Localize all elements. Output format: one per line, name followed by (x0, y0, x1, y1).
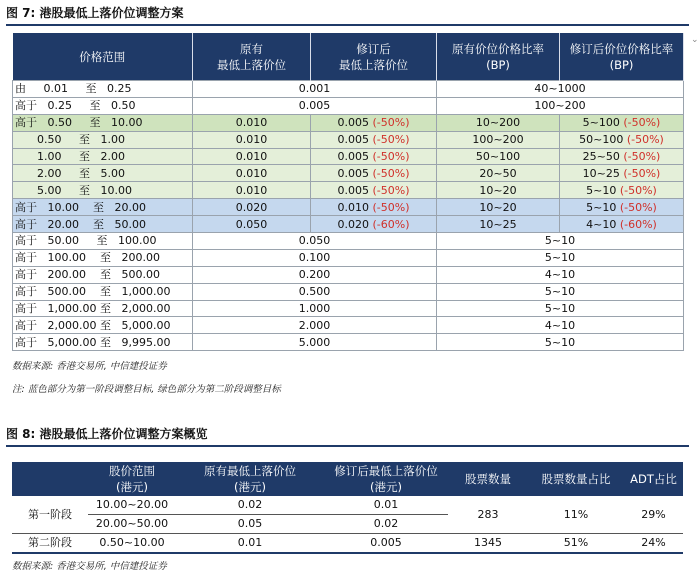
new-bp-value: 5~10 (586, 200, 620, 214)
overview-table-body (12, 496, 683, 553)
new-tick-cell (311, 182, 437, 199)
table-row (13, 199, 684, 216)
price-range-cell (13, 199, 193, 216)
new-bp-change: (-50%) (626, 133, 664, 147)
tick-size-cell: 1.000 (193, 300, 437, 317)
price-range-cell (13, 266, 193, 283)
overview-header-2: 原有最低上落价位 (港元) (176, 462, 324, 496)
stock-price-range-cell: 0.50~10.00 (88, 534, 176, 554)
stock-price-range-cell: 10.00~20.00 (88, 496, 176, 515)
old-bp-cell: 50~100 (437, 148, 560, 165)
price-range-text: 0.50 至 1.00 (37, 133, 125, 147)
table-row (13, 97, 684, 114)
new-bp-cell (560, 148, 684, 165)
stock-count-cell: 283 (448, 496, 528, 534)
old-bp-cell: 10~200 (437, 114, 560, 131)
stock-price-range-cell: 20.00~50.00 (88, 515, 176, 534)
new-tick-cell (311, 148, 437, 165)
tick-size-cell: 0.100 (193, 249, 437, 266)
bp-ratio-cell: 4~10 (437, 317, 684, 334)
bp-ratio-cell: 100~200 (437, 97, 684, 114)
table-row (13, 249, 684, 266)
tick-size-table-body (13, 81, 684, 351)
table-header-row (13, 33, 684, 81)
new-bp-change: (-50%) (623, 166, 661, 180)
tick-size-table (12, 33, 684, 351)
bp-ratio-cell: 5~10 (437, 334, 684, 351)
collapse-icon: ⌄ (691, 35, 699, 45)
new-bp-value: 10~25 (582, 166, 624, 180)
header-old-bp: 原有价位价格比率 (BP) (437, 33, 560, 81)
new-tick-cell (311, 216, 437, 233)
bp-ratio-cell: 40~1000 (437, 81, 684, 98)
price-range-cell (13, 182, 193, 199)
old-tick-cell: 0.010 (193, 165, 311, 182)
new-bp-change: (-50%) (619, 183, 657, 197)
new-tick-value: 0.005 (337, 133, 373, 147)
figure-8-title: 图 8: 港股最低上落价位调整方案概览 (6, 427, 208, 441)
overview-table (12, 462, 683, 554)
old-tick-cell: 0.010 (193, 114, 311, 131)
table-row (13, 334, 684, 351)
bp-ratio-cell: 4~10 (437, 266, 684, 283)
tick-size-cell: 0.001 (193, 81, 437, 98)
new-bp-value: 5~100 (582, 116, 624, 130)
new-bp-cell (560, 131, 684, 148)
old-tick-cell: 0.010 (193, 148, 311, 165)
table-row (13, 317, 684, 334)
table-row (13, 216, 684, 233)
overview-header-3: 修订后最低上落价位 (港元) (324, 462, 448, 496)
new-tick-value: 0.020 (337, 217, 373, 231)
price-range-cell (13, 97, 193, 114)
header-new-bp: 修订后价位价格比率 (BP) (560, 33, 684, 81)
price-range-cell (13, 131, 193, 148)
new-bp-cell (560, 114, 684, 131)
overview-header-5: 股票数量占比 (528, 462, 624, 496)
new-tick-change: (-50%) (372, 183, 410, 197)
new-bp-value: 50~100 (579, 133, 627, 147)
price-range-cell (13, 283, 193, 300)
old-tick-cell: 0.010 (193, 131, 311, 148)
table-row (13, 300, 684, 317)
figure-7-rule (6, 24, 689, 26)
overview-header-6: ADT占比 (624, 462, 683, 496)
old-bp-cell: 20~50 (437, 165, 560, 182)
new-tick-change: (-60%) (372, 217, 410, 231)
price-range-text: 高于 0.25 至 0.50 (15, 99, 136, 113)
table-row (13, 114, 684, 131)
price-range-text: 高于 50.00 至 100.00 (15, 234, 157, 248)
old-bp-cell: 10~25 (437, 216, 560, 233)
price-range-cell (13, 317, 193, 334)
price-range-cell (13, 148, 193, 165)
new-bp-value: 4~10 (586, 217, 620, 231)
new-bp-cell (560, 165, 684, 182)
bp-ratio-cell: 5~10 (437, 249, 684, 266)
new-bp-value: 5~10 (586, 183, 620, 197)
new-bp-cell (560, 216, 684, 233)
new-tick-change: (-50%) (372, 150, 410, 163)
new-tick-change: (-50%) (372, 116, 410, 130)
table-row (13, 182, 684, 199)
tick-size-cell: 0.050 (193, 233, 437, 250)
old-bp-cell: 10~20 (437, 182, 560, 199)
new-tick-cell (311, 165, 437, 182)
new-tick-change: (-50%) (372, 200, 410, 214)
new-tick-value: 0.010 (337, 200, 373, 214)
new-tick-cell: 0.02 (324, 515, 448, 534)
old-bp-cell: 100~200 (437, 131, 560, 148)
bp-ratio-cell: 5~10 (437, 233, 684, 250)
tick-size-cell: 2.000 (193, 317, 437, 334)
stock-count-cell: 1345 (448, 534, 528, 554)
price-range-cell (13, 233, 193, 250)
new-tick-cell (311, 199, 437, 216)
overview-header-4: 股票数量 (448, 462, 528, 496)
price-range-text: 高于 2,000.00 至 5,000.00 (15, 318, 171, 332)
stage-name-cell: 第一阶段 (12, 496, 88, 534)
table-row (13, 266, 684, 283)
price-range-text: 5.00 至 10.00 (37, 183, 132, 197)
new-bp-cell (560, 182, 684, 199)
price-range-text: 高于 10.00 至 20.00 (15, 200, 146, 214)
new-tick-change: (-50%) (372, 133, 410, 147)
table-row (13, 233, 684, 250)
old-tick-cell: 0.01 (176, 534, 324, 554)
new-tick-value: 0.005 (337, 150, 373, 163)
table-row (13, 131, 684, 148)
bp-ratio-cell: 5~10 (437, 300, 684, 317)
new-bp-change: (-50%) (623, 150, 661, 163)
new-tick-cell: 0.01 (324, 496, 448, 515)
old-tick-cell: 0.050 (193, 216, 311, 233)
old-tick-cell: 0.010 (193, 182, 311, 199)
old-tick-cell: 0.020 (193, 199, 311, 216)
price-range-cell (13, 249, 193, 266)
figure-7-note: 注: 蓝色部分为第一阶段调整目标, 绿色部分为第二阶段调整目标 (12, 384, 281, 395)
price-range-cell (13, 114, 193, 131)
price-range-text: 高于 20.00 至 50.00 (15, 217, 146, 231)
tick-size-cell: 5.000 (193, 334, 437, 351)
price-range-text: 由 0.01 至 0.25 (15, 82, 132, 96)
old-bp-cell: 10~20 (437, 199, 560, 216)
bp-ratio-cell: 5~10 (437, 283, 684, 300)
stock-count-pct-cell: 11% (528, 496, 624, 534)
figure-7-title: 图 7: 港股最低上落价位调整方案 (6, 6, 184, 20)
header-price-range: 价格范围 (13, 33, 193, 81)
overview-header-row (12, 462, 683, 496)
adt-pct-cell: 24% (624, 534, 683, 554)
table-row (13, 165, 684, 182)
new-tick-value: 0.005 (337, 166, 373, 180)
figure-8-source: 数据来源: 香港交易所, 中信建投证券 (12, 561, 167, 572)
tick-size-cell: 0.200 (193, 266, 437, 283)
new-tick-change: (-50%) (372, 166, 410, 180)
price-range-text: 高于 200.00 至 500.00 (15, 268, 160, 282)
new-bp-cell (560, 199, 684, 216)
new-tick-value: 0.005 (337, 183, 373, 197)
new-tick-cell (311, 131, 437, 148)
new-tick-cell: 0.005 (324, 534, 448, 554)
table-row (13, 148, 684, 165)
price-range-cell (13, 300, 193, 317)
price-range-cell (13, 216, 193, 233)
table-row (13, 283, 684, 300)
overview-row (12, 496, 683, 515)
price-range-cell (13, 165, 193, 182)
figure-8-rule (6, 445, 689, 447)
price-range-text: 2.00 至 5.00 (37, 166, 125, 180)
price-range-text: 高于 1,000.00 至 2,000.00 (15, 302, 171, 316)
new-tick-cell (311, 114, 437, 131)
header-new-tick: 修订后 最低上落价位 (311, 33, 437, 81)
new-tick-value: 0.005 (337, 116, 373, 130)
adt-pct-cell: 29% (624, 496, 683, 534)
new-bp-value: 25~50 (582, 150, 624, 163)
table-row (13, 81, 684, 98)
old-tick-cell: 0.05 (176, 515, 324, 534)
overview-row (12, 534, 683, 554)
figure-7-source: 数据来源: 香港交易所, 中信建投证券 (12, 361, 167, 372)
price-range-text: 高于 500.00 至 1,000.00 (15, 285, 171, 299)
price-range-text: 高于 0.50 至 10.00 (15, 116, 143, 130)
overview-header-1: 股价范围 (港元) (88, 462, 176, 496)
scrollbar[interactable] (691, 35, 697, 345)
new-bp-change: (-50%) (619, 200, 657, 214)
stage-name-cell: 第二阶段 (12, 534, 88, 554)
price-range-text: 1.00 至 2.00 (37, 150, 125, 163)
stock-count-pct-cell: 51% (528, 534, 624, 554)
price-range-cell (13, 334, 193, 351)
price-range-text: 高于 5,000.00 至 9,995.00 (15, 335, 171, 349)
new-bp-change: (-50%) (623, 116, 661, 130)
header-old-tick: 原有 最低上落价位 (193, 33, 311, 81)
overview-header-0 (12, 462, 88, 496)
price-range-text: 高于 100.00 至 200.00 (15, 251, 160, 265)
new-bp-change: (-60%) (619, 217, 657, 231)
old-tick-cell: 0.02 (176, 496, 324, 515)
price-range-cell (13, 81, 193, 98)
tick-size-cell: 0.500 (193, 283, 437, 300)
tick-size-cell: 0.005 (193, 97, 437, 114)
